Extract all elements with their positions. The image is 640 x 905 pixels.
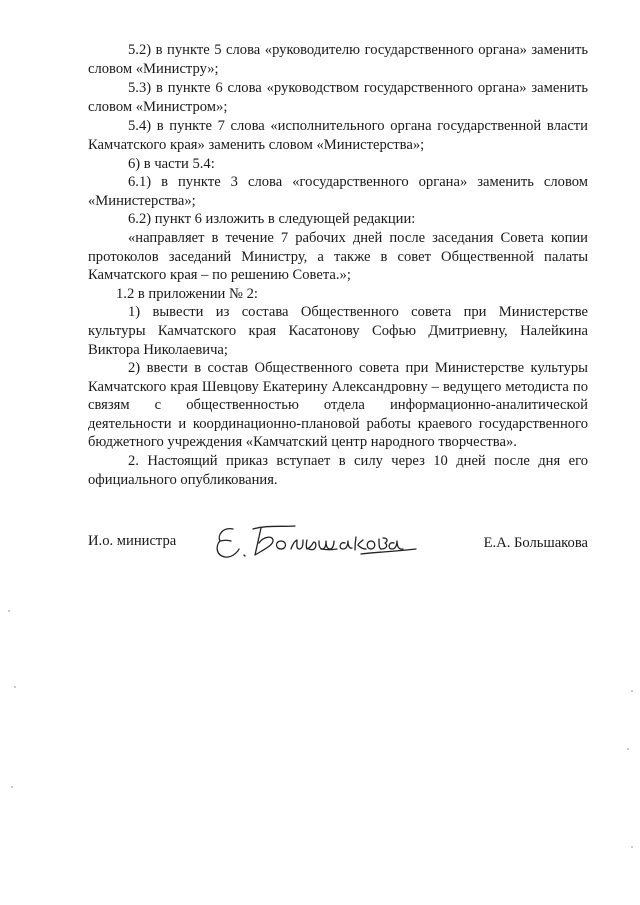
document-body: [88, 41, 588, 489]
paragraph-item-1: 1) вывести из состава Общественного совета при Министерстве культуры Камчатского края Касатонову Софью Дмитриевну, Налейкина Виктора Николаевича;: [88, 304, 588, 358]
paragraph-6: 6) в части 5.4:: [128, 155, 215, 172]
paragraph-5-2: 5.2) в пункте 5 слова «руководителю государственного органа» заменить словом «Министру»;: [88, 42, 588, 77]
paragraph-1-2: 1.2 в приложении № 2:: [116, 285, 258, 302]
scan-speck: [627, 748, 629, 750]
scan-speck: [8, 610, 10, 612]
signature-block: [88, 523, 588, 563]
scan-speck: [11, 786, 13, 788]
scan-speck: [631, 846, 633, 848]
scan-speck: [631, 690, 633, 692]
handwritten-signature: [211, 519, 433, 561]
paragraph-item-2: 2) ввести в состав Общественного совета при Министерстве культуры Камчатского края Шевцову Екатерину Александровну – ведущего методиста по связям с общественностью отдела информационно-аналитической деятельности и координационно-плановой работы краевого государственного бюджетного учреждения «Камчатский центр народного творчества».: [88, 360, 588, 451]
paragraph-6-2: 6.2) пункт 6 изложить в следующей редакции:: [128, 211, 416, 228]
paragraph-quote: «направляет в течение 7 рабочих дней после заседания Совета копии протоколов заседаний Министру, а также в совет Общественной палаты Камчатского края – по решению Совета.»;: [88, 229, 588, 284]
paragraph-5-4: 5.4) в пункте 7 слова «исполнительного органа государственной власти Камчатского края» заменить словом «Министерства»;: [88, 118, 588, 153]
paragraph-2: 2. Настоящий приказ вступает в силу через 10 дней после дня его официального опубликования.: [88, 453, 588, 488]
paragraph-5-3: 5.3) в пункте 6 слова «руководством государственного органа» заменить словом «Министром»;: [88, 80, 588, 115]
signer-name: Е.А. Большакова: [483, 535, 588, 551]
position-title: И.о. министра: [88, 533, 177, 549]
scan-speck: [14, 686, 16, 688]
paragraph-6-1: 6.1) в пункте 3 слова «государственного органа» заменить словом «Министерства»;: [88, 174, 588, 209]
